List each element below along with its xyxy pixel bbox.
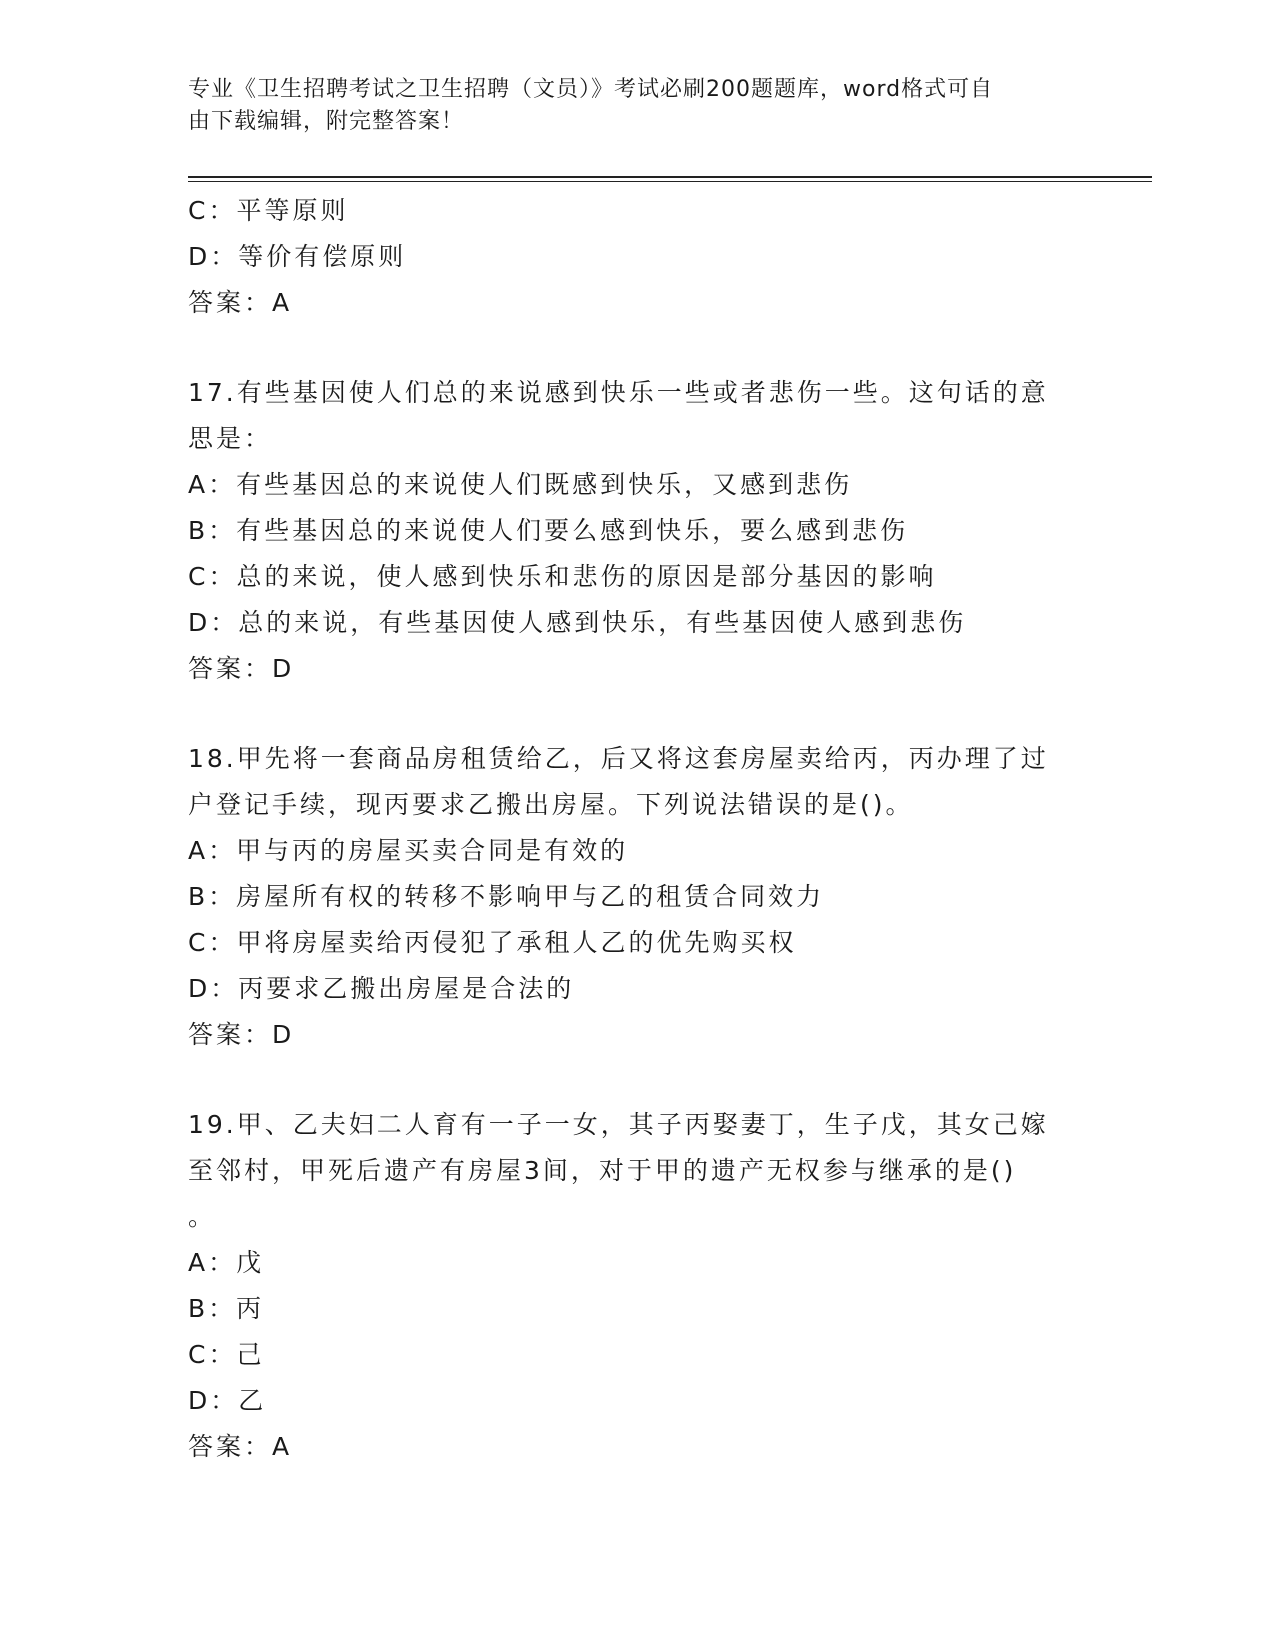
question-text-line-2: 户登记手续，现丙要求乙搬出房屋。下列说法错误的是()。 [188,790,914,819]
answer-line: 答案：A [188,288,293,317]
spacer [188,326,1088,370]
header-line-1: 专业《卫生招聘考试之卫生招聘（文员）》考试必刷200题题库，word格式可自 [188,77,994,102]
header-rule-thick [188,176,1152,178]
option-c: C：总的来说，使人感到快乐和悲伤的原因是部分基因的影响 [188,562,937,591]
document-body [188,188,1088,1470]
carry-over-question [188,188,1088,326]
page-header [188,74,1068,138]
question-text-line-2: 至邻村，甲死后遗产有房屋3间，对于甲的遗产无权参与继承的是() [188,1156,1017,1185]
option-c: C：己 [188,1340,265,1369]
option-a: A：有些基因总的来说使人们既感到快乐，又感到悲伤 [188,470,853,499]
option-c: C：平等原则 [188,196,349,225]
header-line-2: 由下载编辑，附完整答案！ [188,109,465,134]
question-text-line-1: 17.有些基因使人们总的来说感到快乐一些或者悲伤一些。这句话的意 [188,378,1049,407]
answer-line: 答案：D [188,654,295,683]
option-d: D：乙 [188,1386,267,1415]
question-text-line-2: 思是： [188,424,273,453]
question-18 [188,736,1088,1058]
option-b: B：有些基因总的来说使人们要么感到快乐，要么感到悲伤 [188,516,909,545]
option-b: B：丙 [188,1294,265,1323]
question-19 [188,1102,1088,1470]
question-text-line-3: 。 [188,1202,217,1231]
spacer [188,692,1088,736]
question-text-line-1: 18.甲先将一套商品房租赁给乙，后又将这套房屋卖给丙，丙办理了过 [188,744,1049,773]
option-d: D：等价有偿原则 [188,242,407,271]
option-c: C：甲将房屋卖给丙侵犯了承租人乙的优先购买权 [188,928,797,957]
option-d: D：总的来说，有些基因使人感到快乐，有些基因使人感到悲伤 [188,608,967,637]
answer-line: 答案：A [188,1432,293,1461]
option-a: A：甲与丙的房屋买卖合同是有效的 [188,836,629,865]
option-b: B：房屋所有权的转移不影响甲与乙的租赁合同效力 [188,882,825,911]
answer-line: 答案：D [188,1020,295,1049]
option-a: A：戊 [188,1248,265,1277]
spacer [188,1058,1088,1102]
option-d: D：丙要求乙搬出房屋是合法的 [188,974,575,1003]
question-text-line-1: 19.甲、乙夫妇二人育有一子一女，其子丙娶妻丁，生子戊，其女己嫁 [188,1110,1049,1139]
header-rule-thin [188,181,1152,182]
question-17 [188,370,1088,692]
